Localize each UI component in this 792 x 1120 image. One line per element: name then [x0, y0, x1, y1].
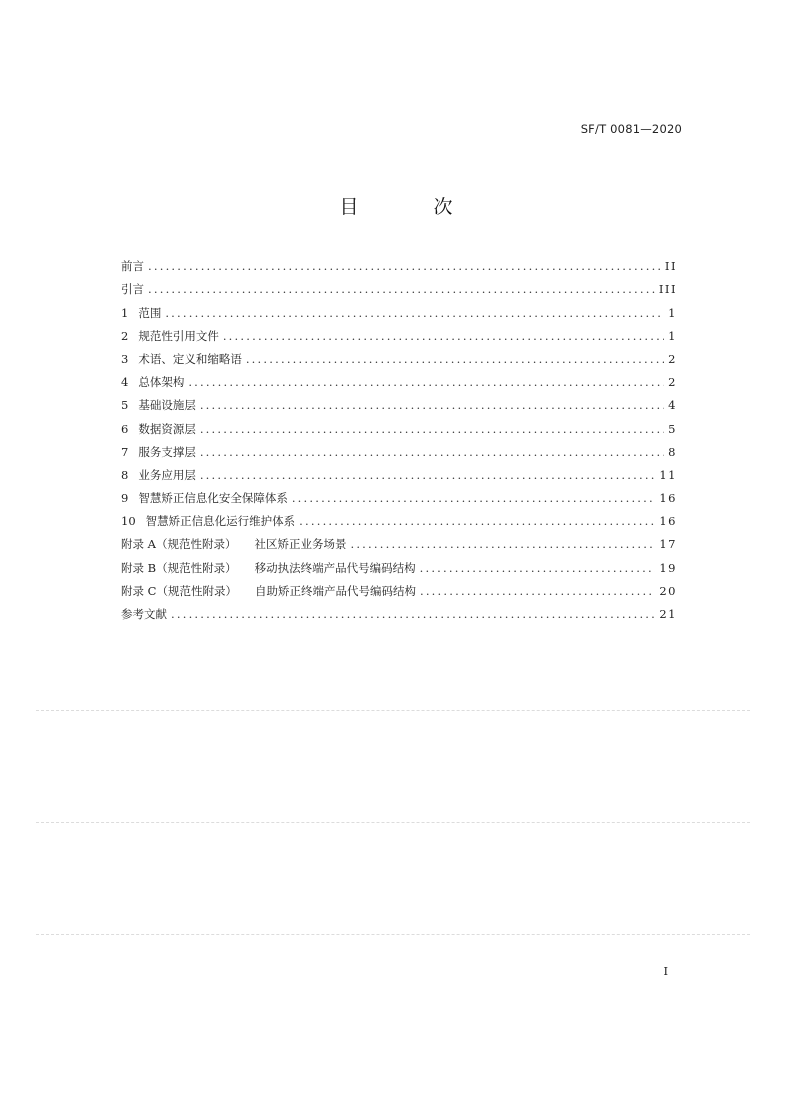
toc-leader	[165, 305, 664, 322]
section-divider	[36, 822, 750, 823]
toc-entry-title: 智慧矫正信息化安全保障体系	[138, 491, 288, 506]
toc-entry-title: 前言	[121, 259, 144, 274]
toc-page-number: 17	[659, 537, 677, 552]
toc-leader	[420, 583, 655, 600]
toc-entry-title: 数据资源层	[138, 421, 196, 436]
toc-page-number: 8	[668, 444, 677, 459]
toc-entry-appendix-c[interactable]	[121, 577, 677, 600]
toc-entry-number: 附录 A（规范性附录）	[121, 537, 237, 552]
toc-leader	[171, 606, 655, 623]
toc-entry-4[interactable]	[121, 368, 677, 391]
toc-entry-introduction[interactable]	[121, 275, 677, 298]
toc-page-number: 11	[659, 467, 677, 482]
toc-entry-foreword[interactable]	[121, 252, 677, 275]
toc-leader	[223, 328, 664, 345]
toc-entry-title: 总体架构	[138, 375, 185, 390]
toc-entry-number: 1	[121, 305, 129, 320]
toc-page-number: 20	[659, 583, 677, 598]
toc-entry-appendix-a[interactable]	[121, 530, 677, 553]
toc-leader	[420, 560, 656, 577]
toc-entry-10[interactable]	[121, 507, 677, 530]
toc-title: 目 次	[339, 196, 481, 218]
toc-entry-9[interactable]	[121, 484, 677, 507]
toc-entry-number: 2	[121, 328, 129, 343]
toc-leader	[299, 513, 655, 530]
toc-entry-title: 智慧矫正信息化运行维护体系	[145, 514, 296, 529]
toc-entry-number: 6	[121, 421, 129, 436]
toc-entry-number: 3	[121, 351, 129, 366]
toc-leader	[200, 421, 664, 438]
toc-entry-5[interactable]	[121, 391, 677, 414]
toc-leader	[200, 467, 656, 484]
section-divider	[36, 710, 750, 711]
toc-leader	[200, 397, 664, 414]
toc-page-number: 2	[668, 351, 677, 366]
toc-page-number: 21	[659, 607, 677, 621]
toc-page-number: II	[664, 259, 677, 274]
toc-entry-title: 范围	[138, 305, 162, 320]
toc-entry-1[interactable]	[121, 298, 677, 321]
toc-page-number: 1	[668, 328, 677, 343]
toc-entry-number: 5	[121, 398, 129, 413]
table-of-contents	[121, 252, 677, 623]
toc-entry-title: 基础设施层	[138, 398, 196, 413]
toc-entry-number: 8	[121, 467, 129, 482]
toc-entry-6[interactable]	[121, 414, 677, 437]
toc-entry-title: 移动执法终端产品代号编码结构	[254, 560, 416, 575]
toc-entry-title: 引言	[121, 282, 144, 297]
toc-page-number: 5	[668, 421, 677, 436]
toc-entry-title: 参考文献	[121, 607, 167, 621]
toc-entry-number: 10	[121, 514, 136, 529]
page-number: I	[663, 964, 668, 978]
toc-entry-appendix-b[interactable]	[121, 553, 677, 576]
toc-page-number: 16	[659, 514, 677, 529]
toc-leader	[350, 536, 655, 553]
section-divider	[36, 934, 750, 935]
toc-entry-title: 社区矫正业务场景	[254, 537, 347, 552]
toc-leader	[246, 351, 664, 368]
toc-entry-title: 自助矫正终端产品代号编码结构	[254, 583, 416, 598]
toc-entry-2[interactable]	[121, 322, 677, 345]
toc-leader	[292, 490, 656, 507]
document-code: SF/T 0081—2020	[580, 122, 682, 136]
toc-entry-8[interactable]	[121, 461, 677, 484]
toc-leader	[148, 258, 661, 275]
toc-page-number: 1	[668, 305, 677, 320]
toc-page-number: III	[658, 282, 677, 297]
toc-entry-number: 附录 B（规范性附录）	[121, 560, 237, 575]
toc-page-number: 19	[659, 560, 677, 575]
toc-page-number: 2	[668, 375, 677, 390]
toc-entry-number: 4	[121, 375, 129, 390]
toc-page-number: 16	[659, 491, 677, 506]
toc-entry-number: 7	[121, 444, 129, 459]
toc-entry-3[interactable]	[121, 345, 677, 368]
toc-entry-title: 业务应用层	[138, 467, 196, 482]
toc-leader	[188, 374, 664, 391]
toc-entry-title: 服务支撑层	[138, 444, 196, 459]
toc-page-number: 4	[668, 398, 677, 413]
toc-leader	[200, 444, 664, 461]
toc-entry-7[interactable]	[121, 438, 677, 461]
toc-entry-title: 规范性引用文件	[138, 328, 219, 343]
toc-entry-number: 附录 C（规范性附录）	[121, 583, 237, 598]
toc-leader	[148, 281, 655, 298]
toc-entry-bibliography[interactable]	[121, 600, 677, 623]
toc-entry-number: 9	[121, 491, 129, 506]
toc-entry-title: 术语、定义和缩略语	[138, 351, 242, 366]
